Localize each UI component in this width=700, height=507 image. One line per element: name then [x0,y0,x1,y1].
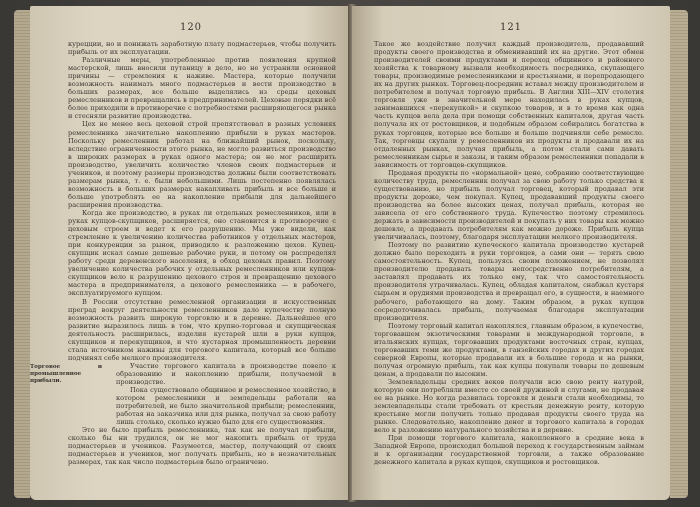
paragraph: В России отсутствие ремесленной организации и искусственных преград вокруг деятельности ремесленников дало купечеству полную возможность развить широкую торговлю и в деревне. Дальнейшее его развитие выразилось лишь в том, что крупно-торговая и скупщическая деятельность расширилась, изделия кустарей шли в руки купцов, скупщиков и перекупщиков, и что кустарная промышленность деревни стала источником наживы для торгового капитала, который все больше подчинял себе мелкого производителя. [68,297,336,362]
paragraph: Это не было прибыль ремесленника, так как не получал прибыли, сколько бы ни трудился, он не мог накопить прибыль от труда подмастерьев и учеников. Разумеется, мастер, получающий от своих подмастерьев и учеников, мог получать прибыль, но в незначительных размерах, так как число подмастерьев было ограничено. [68,426,336,467]
paragraph: Землевладельцы средних веков получали всю свою ренту натурой, которую они потребляли вместе со своей дружиной и слугами, не продавая ее на рынке. Но когда развилась торговля и деньги стали необходимы, то землевладельцы стали требовать от крестьян денежную ренту, которую крестьяне могли получить только продавая продукты своего труда на рынке. Следовательно, накопление денег и торгового капитала в городах вело к разложению натурального хозяйства и в деревне. [374,377,644,435]
paragraph: При помощи торгового капитала, накопленного в средние века в Западной Европе, происходил большой переход к государственным займам и к организации государственной торговли, а также образование денежного капитала в руках купцов, скупщиков и ростовщиков. [374,434,644,467]
side-heading: Торговое и промышленное прибыли. [30,363,102,384]
paragraph: Цех не менее весь цеховой строй препятствовал в разных условиях ремесленника значительно накоплению прибыли в руках мастеров. Поскольку ремесленник работал на ближайший рынок, поскольку, вследствие ограниченности этого рынка, не могло развиться производство в широких размерах в руках одного мастера; он не мог расширить производство, увеличить количество членов своих подмастерьев и учеников, и поэтому размеры производства должны были соответствовать размерам рынка, т. е. были небольшими. Лишь постепенно появлялась возможность в больших размерах накапливать прибыль и все больше и больше употреблять ее на накопление прибыли для дальнейшего расширения производства. [68,120,336,209]
left-page-number: 120 [179,22,203,33]
right-page [352,6,670,500]
aside-block [116,362,336,426]
paragraph: Такое же воздействие получил каждый производитель, продававший продукты своего производства и обменивавший их на другие. Этот обмен производителей своими продуктами и переход общинного и районного хозяйства к товарному вызвали необходимость посредника, скупающего товары, производимые ремесленниками и крестьянами, и перепродающего их на других рынках. Торговец-посредник вставал между производителем и потребителем и получал торговую прибыль. В Англии XIII—XIV столетия торговля уже в значительной мере находилась в руках купцов, занимавшихся «перекупкой» и скупкою товаров, и в то время как одна часть купцов вела дела при помощи собственных капиталов, другая часть получала их от ростовщиков, и подобным образом собирались богатства в руках торговцев, которые все больше и больше подчиняли себе ремесло. Так, торговцы скупали у ремесленников их продукты и продавали их на отдаленных рынках, получая прибыль, а потом стали сами давать ремесленникам сырье и заказы, и таким образом ремесленники попадали в зависимость от торговцев-скупщиков. [374,40,644,169]
right-page-text [374,40,644,466]
aside-section [30,361,336,427]
page-edges-right [670,10,688,498]
paragraph: Пока существовало общинное и ремесленное хозяйство, в котором ремесленники и земледельцы работали на потребителей, не было значительной прибыли; ремесленник, работая на заказчика или для рынка, получал за свою работу лишь столько, сколько нужно было для его существования. [116,386,336,427]
page-edges-left [14,10,30,498]
paragraph: Участие торгового капитала в производстве повело к образованию и накоплению прибыли, получаемой в производстве. [116,361,336,386]
paragraph: курецции, но и понижать заработную плату подмастерьев, чтобы получить прибыль от их эксплуатации. [68,40,336,57]
paragraph: Поэтому торговый капитал накоплялся, главным образом, в купечестве, торговавшем экзотическими товарами в международной торговле, в итальянских купцах, торговавших продуктами восточных стран, купцах, торговавших теми же продуктами, в ганзейских городах и других городах северной Европы, которые продавали их в большие города и на рынки, получая огромную прибыль, так как купцы покупали товары по дешевым ценам, а продавали по высоким. [374,321,644,378]
paragraph: Различные меры, употребленные против появления крупной мастерской, лишь вносили путаницу в дело, но не устранили основной причины — стремления к наживе. Мастера, которые получили возможность нанимать много подмастерьев и вести производство в больших размерах, все больше выделялись из среды цеховых ремесленников и превращались в предпринимателей. Цеховые порядки всё более приходили в противоречие с потребностями расширяющегося рынка и стесняли развитие производства. [68,56,336,121]
paragraph: Поэтому по развитию купеческого капитала производство кустарей должно было переходить в руки торговцев, а сами они — терять свою самостоятельность. Купец, пользуясь своим положением, не позволял производителю продавать товары непосредственно потребителям, а заставлял продавать их только ему, так что самостоятельность производителя утрачивалась. Купец, обладая капиталом, снабжал кустаря сырьем и орудиями производства и превращал его, в сущности, в наемного рабочего, работающего на дому. Таким образом, в руках купцов сосредоточивалась прибыль, получаемая благодаря эксплуатации производителя. [374,241,644,322]
left-page-text [30,40,336,467]
left-page [30,6,352,500]
paragraph: Когда же производство, в руках ли отдельных ремесленников, или в руках купцов-скупщиков, расширяется, оно становится в противоречие с цеховым строем и ведет к его разрушению. Мы уже видели, как стремление к увеличению количества работников у отдельных мастеров, при конкуренции за рынок, приводило к разложению цехов. Купец-скупщик искал самые дешевые рабочие руки, и потому он распределял работу среди деревенского населения, в обход цеховых правил. Поэтому увеличение количества рабочих у отдельных ремесленников или купцов-скупщиков вело к разрушению цехового строя и превращению цехового мастера в предпринимателя, а цехового ремесленника — в рабочего, эксплуатируемого купцом. [68,208,336,298]
right-page-number: 121 [499,22,523,33]
paragraph: Продавая продукты по «нормальной» цене, собранию соответствующие количеству труда, ремесленник получал за свою работу только средства к существованию, но прибыль получал торговец, который продавал эти продукты дороже, чем покупал. Купец, продававший продукты своего производства на более высоких ценах, получал прибыль, которая не зависела от его собственного труда. Купечество поэтому стремилось держать в зависимости производителей и покупать у них товары как можно дешевле, а продавать потребителям как можно дороже. Прибыль купца увеличивалась, поэтому, благодаря эксплуатации мелкого производителя. [374,168,644,242]
